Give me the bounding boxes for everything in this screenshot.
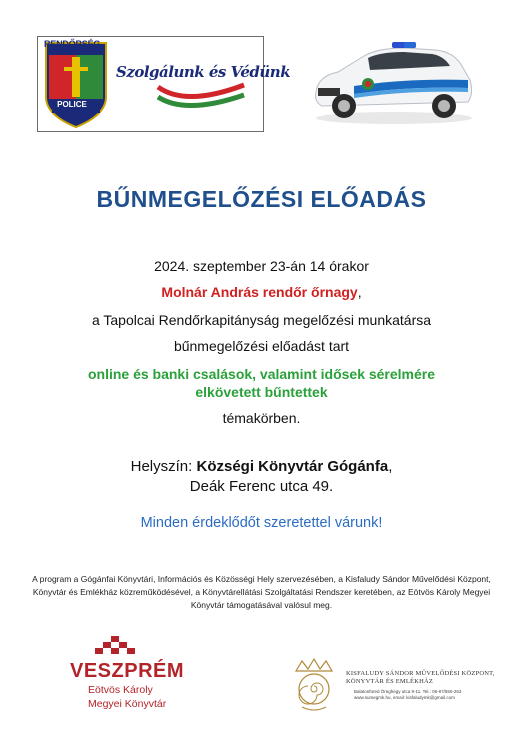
badge-police-text: POLICE (57, 100, 87, 109)
kisfaludy-title-2: KÖNYVTÁR ÉS EMLÉKHÁZ (346, 678, 434, 685)
venue-name: Községi Könyvtár Gógánfa (196, 458, 389, 475)
veszprem-title: VESZPRÉM (70, 660, 185, 682)
venue-suffix: , (388, 458, 393, 475)
welcome-text: Minden érdeklődőt szeretettel várunk! (140, 515, 383, 531)
kisfaludy-logo (288, 655, 508, 715)
speaker-role: a Tapolcai Rendőrkapitányság megelőzési munkatársa (91, 312, 432, 328)
venue-prefix: Helyszín: (130, 458, 197, 475)
checkered-crest-icon (94, 636, 136, 658)
topic-line-1: online és banki csalások, valamint idősek sérelmére (87, 366, 436, 382)
badge-top-text: RENDŐRSÉG (44, 39, 101, 49)
police-logo (37, 36, 291, 132)
venue-line (0, 458, 523, 475)
talk-description: bűnmegelőzési előadást tart (173, 338, 350, 354)
speaker-line (0, 284, 523, 301)
venue-address: Deák Ferenc utca 49. (189, 478, 334, 495)
veszprem-subtitle-1: Eötvös Károly (88, 684, 153, 696)
speaker-suffix: , (357, 284, 362, 300)
event-date: 2024. szeptember 23-án 14 órakor (154, 258, 369, 274)
police-slogan: Szolgálunk és Védünk (116, 63, 291, 81)
police-car-icon (308, 34, 476, 126)
spiral-emblem-icon (290, 657, 338, 713)
kisfaludy-contact: www.sumegmk.hu, email: kisfaludymk@gmail.com (354, 695, 455, 700)
tricolor-swoosh-icon (156, 81, 246, 111)
kisfaludy-address: Balatonfüred Öreghegy utca 9-11. Tel.: 06-87/550-263 (354, 689, 462, 694)
veszprem-subtitle-2: Megyei Könyvtár (88, 698, 167, 710)
police-badge-icon (42, 39, 110, 129)
kisfaludy-title-1: KISFALUDY SÁNDOR MŰVELŐDÉSI KÖZPONT, (346, 670, 495, 677)
themes-text: témakörben. (222, 410, 301, 426)
veszprem-library-logo (70, 636, 210, 716)
program-footnote: A program a Gógánfai Könyvtári, Információs és Közösségi Hely szervezésében, a Kisfaludy Sándor Művelődési Központ, Könyvtár és Emlékház közreműködésével, a Könyvtárellátási Szolgáltatási Rendszer keretében, az Eötvös Károly Megyei Könyvtár támogatásával valósul meg. (32, 574, 491, 610)
page-title: BŰNMEGELŐZÉSI ELŐADÁS (96, 186, 427, 212)
speaker-name: Molnár András rendőr őrnagy (161, 284, 358, 300)
topic-line-2: elkövetett bűntettek (195, 384, 328, 400)
